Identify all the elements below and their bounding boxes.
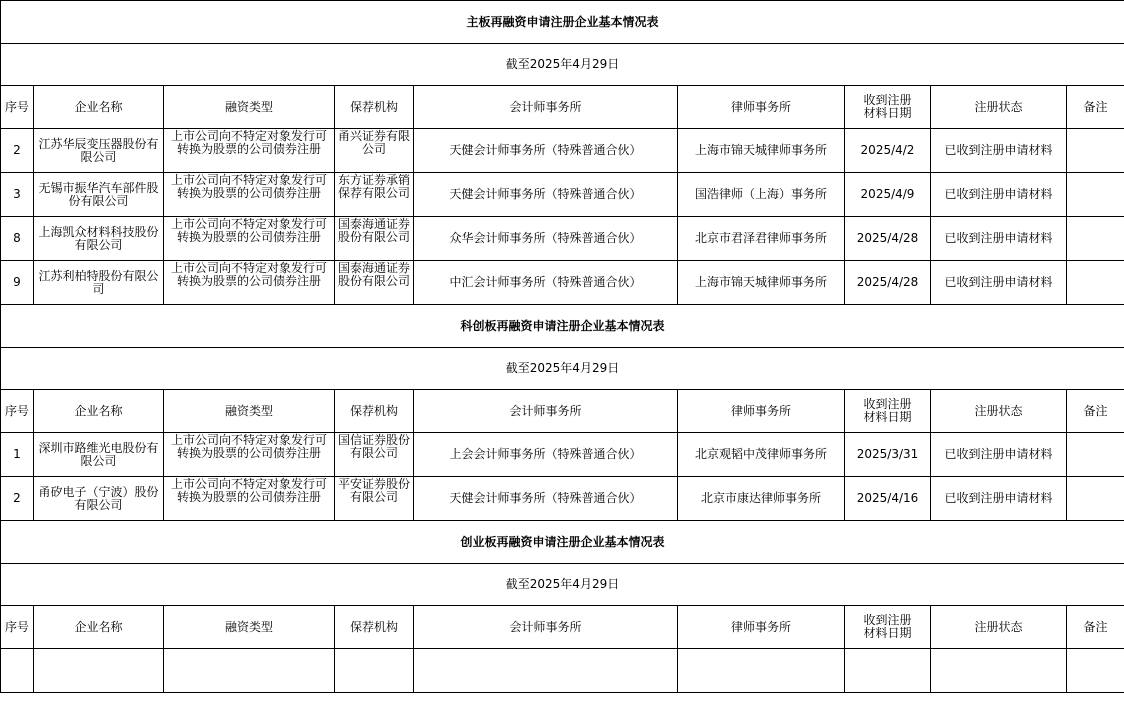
- header-accountant: 会计师事务所: [414, 390, 678, 433]
- cell-remark[interactable]: [1067, 217, 1124, 261]
- cell-lawyer[interactable]: 国浩律师（上海）事务所: [678, 173, 845, 217]
- header-type: 融资类型: [164, 390, 335, 433]
- cell-company-text: 上海凯众材料科技股份有限公司: [38, 224, 159, 252]
- cell-accountant[interactable]: 众华会计师事务所（特殊普通合伙）: [414, 217, 678, 261]
- header-sponsor: 保荐机构: [335, 606, 414, 649]
- cell-company[interactable]: [34, 173, 164, 217]
- cell-financing-type-text: 上市公司向不特定对象发行可转换为股票的公司债券注册: [170, 129, 327, 156]
- header-lawyer: 律师事务所: [678, 86, 845, 129]
- header-received-date: [845, 390, 931, 433]
- cell-received-date[interactable]: 2025/4/28: [845, 261, 931, 305]
- section-title-row: [1, 305, 1124, 348]
- header-status: 注册状态: [931, 606, 1067, 649]
- header-company: 企业名称: [34, 86, 164, 129]
- cell-seq[interactable]: 2: [1, 477, 34, 521]
- table-row: [1, 477, 1124, 521]
- table-row: [1, 433, 1124, 477]
- cell-sponsor-text: 东方证券承销保荐有限公司: [337, 173, 410, 200]
- cell-company[interactable]: [34, 261, 164, 305]
- cell-lawyer[interactable]: [678, 649, 845, 693]
- section-title: 创业板再融资申请注册企业基本情况表: [1, 521, 1124, 564]
- cell-financing-type-text: 上市公司向不特定对象发行可转换为股票的公司债券注册: [170, 261, 327, 288]
- cell-company[interactable]: [34, 477, 164, 521]
- cell-sponsor[interactable]: [335, 217, 414, 261]
- cell-received-date[interactable]: 2025/3/31: [845, 433, 931, 477]
- cell-company-text: 江苏华辰变压器股份有限公司: [38, 136, 159, 164]
- header-received-date: [845, 86, 931, 129]
- header-received-date: [845, 606, 931, 649]
- header-company: 企业名称: [34, 390, 164, 433]
- cell-sponsor[interactable]: [335, 261, 414, 305]
- header-type: 融资类型: [164, 86, 335, 129]
- cell-status[interactable]: 已收到注册申请材料: [931, 217, 1067, 261]
- cell-seq[interactable]: 2: [1, 129, 34, 173]
- cell-received-date[interactable]: 2025/4/9: [845, 173, 931, 217]
- cell-lawyer[interactable]: 北京观韬中茂律师事务所: [678, 433, 845, 477]
- cell-company-text: 江苏利柏特股份有限公司: [38, 268, 159, 296]
- header-status: 注册状态: [931, 390, 1067, 433]
- cell-company-text: [36, 650, 161, 692]
- header-row: [1, 390, 1124, 433]
- header-seq: 序号: [1, 390, 34, 433]
- header-lawyer: 律师事务所: [678, 606, 845, 649]
- cell-accountant[interactable]: 上会会计师事务所（特殊普通合伙）: [414, 433, 678, 477]
- header-remark: 备注: [1067, 606, 1124, 649]
- cell-seq[interactable]: [1, 649, 34, 693]
- as-of-date: 截至2025年4月29日: [1, 348, 1124, 390]
- table-row: [1, 261, 1124, 305]
- cell-lawyer[interactable]: 上海市锦天城律师事务所: [678, 261, 845, 305]
- cell-remark[interactable]: [1067, 129, 1124, 173]
- cell-seq[interactable]: 9: [1, 261, 34, 305]
- as-of-date-row: [1, 44, 1124, 86]
- table-row: [1, 173, 1124, 217]
- cell-remark[interactable]: [1067, 433, 1124, 477]
- cell-accountant[interactable]: [414, 649, 678, 693]
- section-title-row: [1, 521, 1124, 564]
- cell-financing-type-text: 上市公司向不特定对象发行可转换为股票的公司债券注册: [170, 433, 327, 460]
- cell-lawyer[interactable]: 北京市康达律师事务所: [678, 477, 845, 521]
- cell-sponsor-text: 国泰海通证券股份有限公司: [337, 261, 410, 288]
- cell-company-text: 深圳市路维光电股份有限公司: [38, 440, 159, 468]
- cell-accountant[interactable]: 天健会计师事务所（特殊普通合伙）: [414, 173, 678, 217]
- header-date-line1: 收到注册: [863, 613, 912, 627]
- cell-sponsor[interactable]: [335, 129, 414, 173]
- cell-sponsor-text: 甬兴证券有限公司: [337, 129, 410, 156]
- cell-lawyer[interactable]: 上海市锦天城律师事务所: [678, 129, 845, 173]
- cell-financing-type-text: 上市公司向不特定对象发行可转换为股票的公司债券注册: [170, 217, 327, 244]
- cell-lawyer[interactable]: 北京市君泽君律师事务所: [678, 217, 845, 261]
- as-of-date: 截至2025年4月29日: [1, 44, 1124, 86]
- cell-financing-type-text: 上市公司向不特定对象发行可转换为股票的公司债券注册: [170, 477, 327, 504]
- header-sponsor: 保荐机构: [335, 390, 414, 433]
- cell-seq[interactable]: 1: [1, 433, 34, 477]
- cell-remark[interactable]: [1067, 649, 1124, 693]
- cell-company[interactable]: [34, 217, 164, 261]
- cell-remark[interactable]: [1067, 261, 1124, 305]
- cell-financing-type[interactable]: [164, 129, 335, 173]
- cell-financing-type-text: 上市公司向不特定对象发行可转换为股票的公司债券注册: [170, 173, 327, 200]
- header-date-line2: 材料日期: [863, 626, 912, 640]
- cell-accountant[interactable]: 天健会计师事务所（特殊普通合伙）: [414, 129, 678, 173]
- cell-accountant[interactable]: 中汇会计师事务所（特殊普通合伙）: [414, 261, 678, 305]
- cell-company[interactable]: [34, 649, 164, 693]
- cell-financing-type[interactable]: [164, 173, 335, 217]
- header-date-line1: 收到注册: [863, 397, 912, 411]
- cell-status[interactable]: 已收到注册申请材料: [931, 261, 1067, 305]
- header-lawyer: 律师事务所: [678, 390, 845, 433]
- cell-received-date[interactable]: 2025/4/28: [845, 217, 931, 261]
- cell-status[interactable]: 已收到注册申请材料: [931, 433, 1067, 477]
- cell-status[interactable]: 已收到注册申请材料: [931, 173, 1067, 217]
- cell-company[interactable]: [34, 433, 164, 477]
- header-row: [1, 86, 1124, 129]
- cell-received-date[interactable]: 2025/4/2: [845, 129, 931, 173]
- cell-financing-type[interactable]: [164, 477, 335, 521]
- table-row: [1, 649, 1124, 693]
- cell-status[interactable]: 已收到注册申请材料: [931, 129, 1067, 173]
- header-status: 注册状态: [931, 86, 1067, 129]
- cell-financing-type[interactable]: [164, 261, 335, 305]
- cell-status[interactable]: 已收到注册申请材料: [931, 477, 1067, 521]
- header-accountant: 会计师事务所: [414, 86, 678, 129]
- header-seq: 序号: [1, 606, 34, 649]
- as-of-date: 截至2025年4月29日: [1, 564, 1124, 606]
- header-row: [1, 606, 1124, 649]
- cell-financing-type[interactable]: [164, 217, 335, 261]
- as-of-date-row: [1, 348, 1124, 390]
- cell-status[interactable]: [931, 649, 1067, 693]
- cell-seq[interactable]: 3: [1, 173, 34, 217]
- header-date-line1: 收到注册: [863, 93, 912, 107]
- header-seq: 序号: [1, 86, 34, 129]
- header-remark: 备注: [1067, 390, 1124, 433]
- cell-remark[interactable]: [1067, 477, 1124, 521]
- cell-sponsor-text: 平安证券股份有限公司: [337, 477, 410, 504]
- cell-sponsor-text: [337, 649, 411, 692]
- cell-sponsor[interactable]: [335, 477, 414, 521]
- cell-sponsor-text: 国泰海通证券股份有限公司: [337, 217, 410, 244]
- cell-company-text: 甬矽电子（宁波）股份有限公司: [38, 484, 159, 512]
- section-title-row: [1, 1, 1124, 44]
- cell-sponsor-text: 国信证券股份有限公司: [337, 433, 410, 460]
- section-title: 科创板再融资申请注册企业基本情况表: [1, 305, 1124, 348]
- header-type: 融资类型: [164, 606, 335, 649]
- header-remark: 备注: [1067, 86, 1124, 129]
- cell-sponsor[interactable]: [335, 173, 414, 217]
- cell-sponsor[interactable]: [335, 649, 414, 693]
- cell-company-text: 无锡市振华汽车部件股份有限公司: [38, 180, 159, 208]
- as-of-date-row: [1, 564, 1124, 606]
- section-title: 主板再融资申请注册企业基本情况表: [1, 1, 1124, 44]
- cell-company[interactable]: [34, 129, 164, 173]
- cell-seq[interactable]: 8: [1, 217, 34, 261]
- cell-financing-type[interactable]: [164, 649, 335, 693]
- cell-remark[interactable]: [1067, 173, 1124, 217]
- header-sponsor: 保荐机构: [335, 86, 414, 129]
- cell-financing-type[interactable]: [164, 433, 335, 477]
- header-accountant: 会计师事务所: [414, 606, 678, 649]
- cell-accountant[interactable]: 天健会计师事务所（特殊普通合伙）: [414, 477, 678, 521]
- header-date-line2: 材料日期: [863, 410, 912, 424]
- cell-financing-type-text: [166, 649, 332, 692]
- cell-received-date[interactable]: [845, 649, 931, 693]
- header-date-line2: 材料日期: [863, 106, 912, 120]
- cell-sponsor[interactable]: [335, 433, 414, 477]
- table-row: [1, 217, 1124, 261]
- cell-received-date[interactable]: 2025/4/16: [845, 477, 931, 521]
- header-company: 企业名称: [34, 606, 164, 649]
- table-row: [1, 129, 1124, 173]
